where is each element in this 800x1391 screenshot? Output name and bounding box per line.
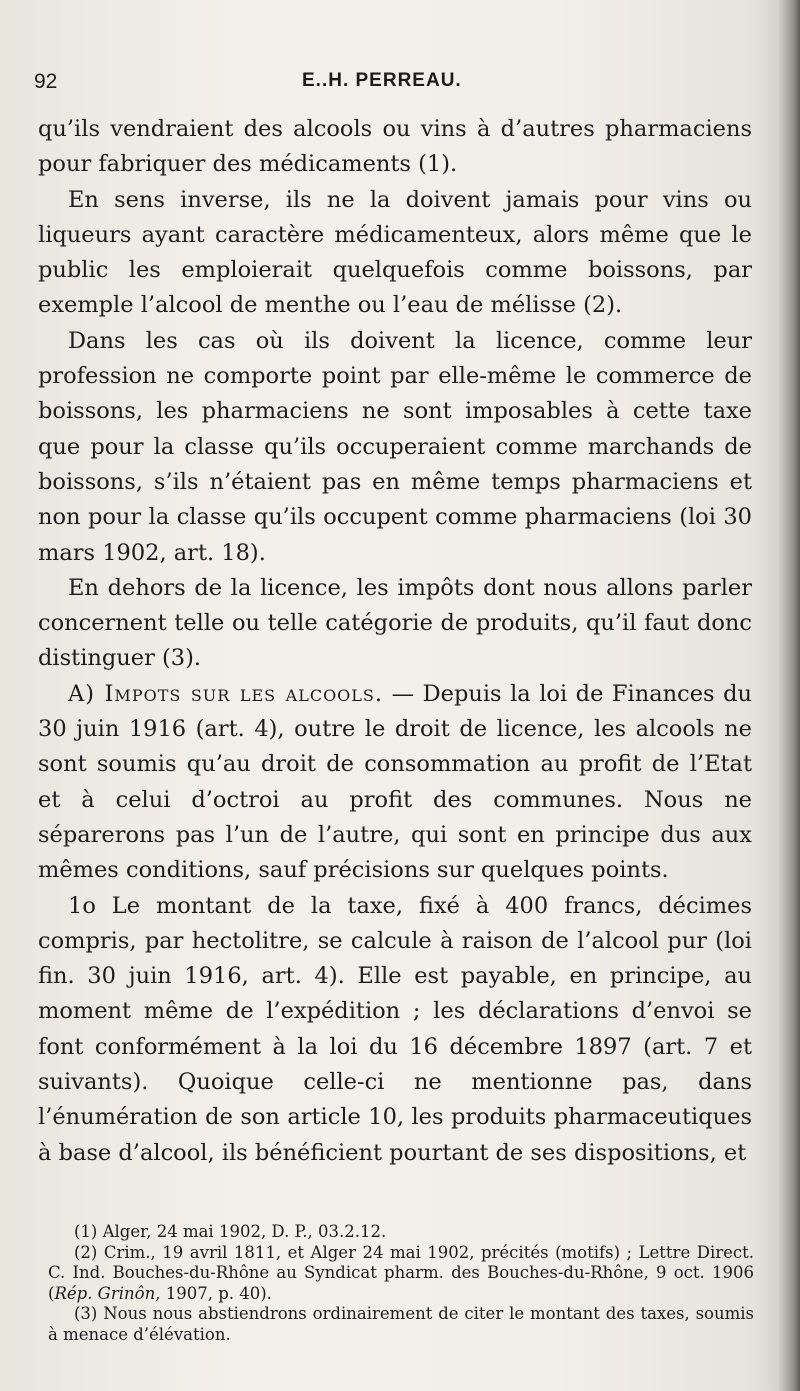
running-head: E..H. PERREAU.: [302, 70, 462, 91]
footnote-2-end: , 1907, p. 40).: [155, 1283, 272, 1303]
paragraph: 1o Le montant de la taxe, fixé à 400 francs, décimes compris, par hectolitre, se calcule à raison de l’alcool pur (loi fin. 30 juin 1916, art. 4). Elle est payable, en principe, au moment même de l’expédition ; les déclarations d’envoi se font conformément à la loi du 16 décembre 1897 (art. 7 et suivants). Quoique celle-ci ne mentionne pas, dans l’énumération de son article 10, les produits pharmaceutiques à base d’alcool, ils bénéficient pourtant de ses dispositions, et: [38, 892, 752, 1166]
page-header: [34, 70, 754, 104]
paragraph-continuation: qu’ils vendraient des alcools ou vins à d’autres pharmaciens pour fabriquer des médicaments (1).: [38, 116, 752, 178]
paragraph: En sens inverse, ils ne la doivent jamais pour vins ou liqueurs ayant caractère médicamenteux, alors même que le public les emploierait quelquefois comme boissons, par exemple l’alcool de menthe ou l’eau de mélisse (2).: [38, 186, 752, 319]
page-edge-shadow: [778, 0, 800, 1391]
footnote-2: [48, 1243, 754, 1305]
paragraph: Dans les cas où ils doivent la licence, comme leur profession ne comporte point par elle-même le commerce de boissons, les pharmaciens ne sont imposables à cette taxe que pour la classe qu’ils occuperaient comme marchands de boissons, s’ils n’étaient pas en même temps pharmaciens et non pour la classe qu’ils occupent comme pharmaciens (loi 30 mars 1902, art. 18).: [38, 327, 752, 566]
footnote-2-citation: Rép. Grinôn: [54, 1283, 156, 1303]
footnote-1: (1) Alger, 24 mai 1902, D. P., 03.2.12.: [74, 1222, 387, 1241]
footnote-2-text: (2) Crim., 19 avril 1811, et Alger 24 mai 1902, précités (motifs) ; Lettre Direct. C. Ind. Bouches-du-Rhône au Syndicat pharm. des Bouches-du-Rhône, 9 oct. 1906 (: [48, 1242, 754, 1303]
paragraph: En dehors de la licence, les impôts dont nous allons parler concernent telle ou telle catégorie de produits, qu’il faut donc distinguer (3).: [38, 574, 752, 672]
section-paragraph: [38, 677, 752, 889]
section-text: — Depuis la loi de Finances du 30 juin 1916 (art. 4), outre le droit de licence, les alcools ne sont soumis qu’au droit de consommation au profit de l’Etat et à celui d’octroi au profit des communes. Nous ne séparerons pas l’un de l’autre, qui sont en principe dus aux mêmes conditions, sauf précisions sur quelques points.: [38, 680, 752, 884]
page-number: 92: [34, 70, 58, 93]
footnote-3: (3) Nous nous abstiendrons ordinairement de citer le montant des taxes, soumis à menace d’élévation.: [48, 1304, 754, 1344]
body-text: [38, 112, 752, 1171]
footnotes: [48, 1222, 754, 1346]
section-heading: A) Impots sur les alcools.: [68, 680, 384, 707]
